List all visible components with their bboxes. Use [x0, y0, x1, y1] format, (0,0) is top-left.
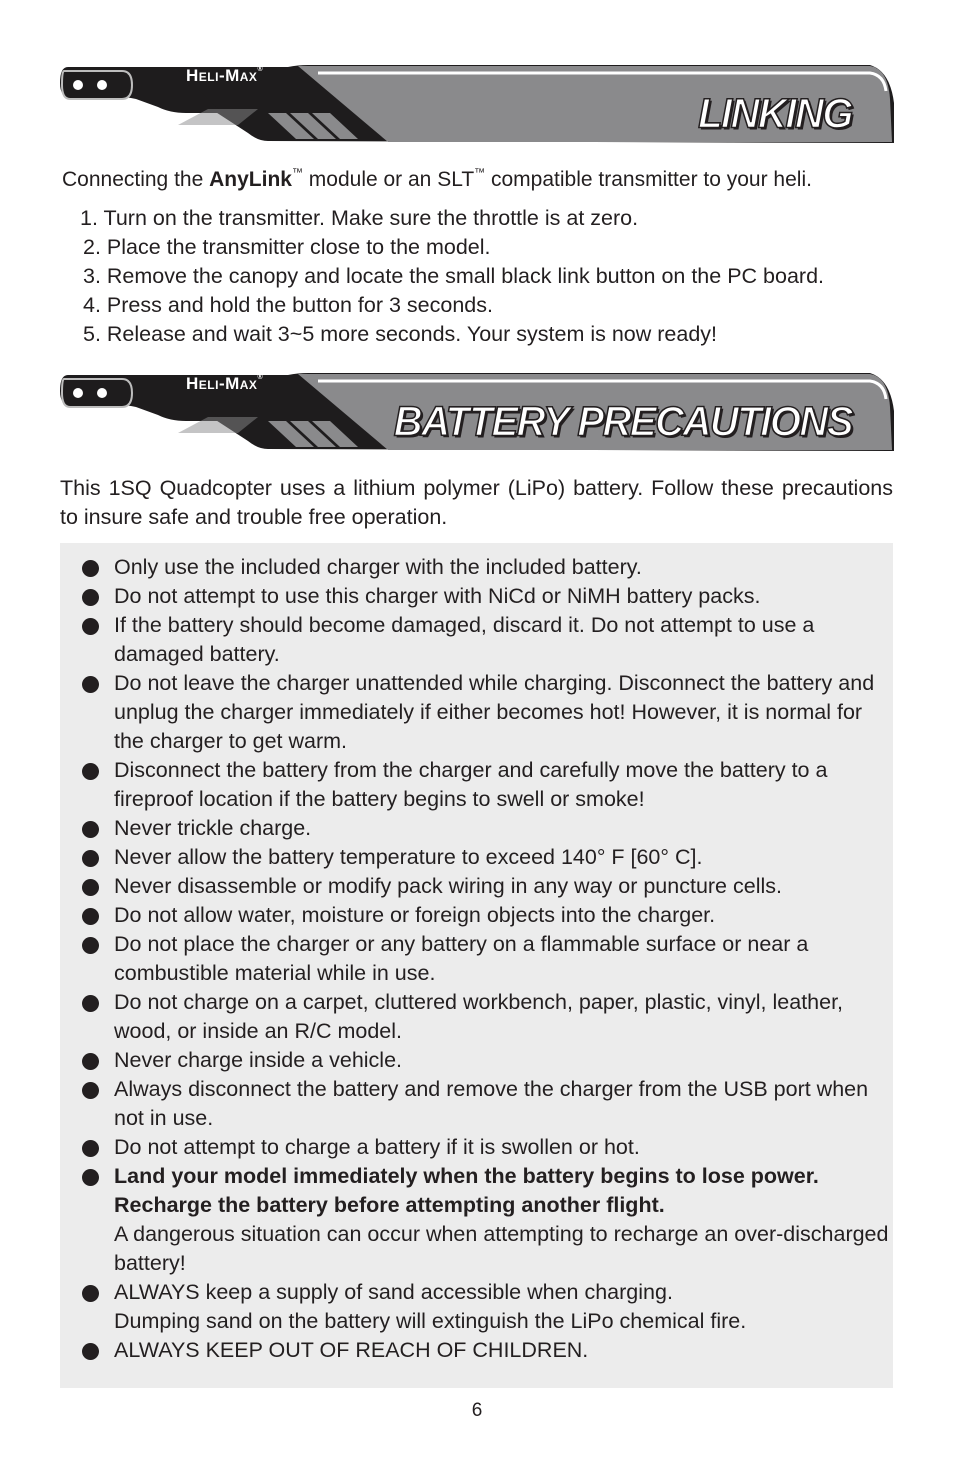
bullet-icon [82, 1285, 99, 1302]
bullet-icon [82, 1053, 99, 1070]
heli-max-logo: Heli-Max® [186, 374, 264, 393]
section-title-linking: LINKING [698, 90, 852, 138]
step-item: 2. Place the transmitter close to the model. [83, 235, 491, 259]
list-item: Only use the included charger with the included battery. [80, 553, 890, 582]
bullet-icon [82, 1082, 99, 1099]
heli-max-logo: Heli-Max® [186, 66, 264, 85]
section-title-battery: BATTERY PRECAUTIONS [393, 398, 852, 446]
list-item: Never disassemble or modify pack wiring in any way or puncture cells. [80, 872, 890, 901]
linking-banner [58, 63, 894, 145]
bullet-icon [82, 879, 99, 896]
list-item [80, 1162, 890, 1278]
precautions-list [80, 553, 890, 1365]
bullet-icon [82, 589, 99, 606]
step-item: 5. Release and wait 3~5 more seconds. Your system is now ready! [83, 322, 717, 346]
bullet-icon [82, 821, 99, 838]
list-item: Never allow the battery temperature to exceed 140° F [60° C]. [80, 843, 890, 872]
list-item: Never charge inside a vehicle. [80, 1046, 890, 1075]
step-item: 1. Turn on the transmitter. Make sure the throttle is at zero. [80, 206, 639, 230]
bullet-icon [82, 763, 99, 780]
bullet-icon [82, 676, 99, 693]
bullet-icon [82, 1169, 99, 1186]
list-item: Disconnect the battery from the charger and carefully move the battery to a fireproof location if the battery begins to swell or smoke! [80, 756, 890, 814]
list-item: If the battery should become damaged, discard it. Do not attempt to use a damaged battery. [80, 611, 890, 669]
list-item: ALWAYS keep a supply of sand accessible when charging. Dumping sand on the battery will extinguish the LiPo chemical fire. [80, 1278, 890, 1336]
battery-banner [58, 371, 894, 453]
bullet-icon [82, 1343, 99, 1360]
bullet-icon [82, 560, 99, 577]
list-item: Do not attempt to use this charger with NiCd or NiMH battery packs. [80, 582, 890, 611]
list-item: ALWAYS KEEP OUT OF REACH OF CHILDREN. [80, 1336, 890, 1365]
list-item: Do not allow water, moisture or foreign objects into the charger. [80, 901, 890, 930]
bullet-icon [82, 995, 99, 1012]
bullet-icon [82, 618, 99, 635]
list-item: Do not leave the charger unattended while charging. Disconnect the battery and unplug the charger immediately if either becomes hot! However, it is normal for the charger to get warm. [80, 669, 890, 756]
bullet-icon [82, 908, 99, 925]
linking-intro: Connecting the AnyLink™ module or an SLT™ compatible transmitter to your heli. [62, 167, 812, 191]
list-item: Never trickle charge. [80, 814, 890, 843]
list-item: Do not attempt to charge a battery if it is swollen or hot. [80, 1133, 890, 1162]
list-item: Always disconnect the battery and remove the charger from the USB port when not in use. [80, 1075, 890, 1133]
step-item: 4. Press and hold the button for 3 seconds. [83, 293, 493, 317]
bullet-icon [82, 937, 99, 954]
list-item: Do not charge on a carpet, cluttered workbench, paper, plastic, vinyl, leather, wood, or inside an R/C model. [80, 988, 890, 1046]
land-warning-bold: Land your model immediately when the battery begins to lose power. Recharge the battery before attempting another flight. [114, 1164, 819, 1217]
bullet-icon [82, 850, 99, 867]
bullet-icon [82, 1140, 99, 1157]
list-item: Do not place the charger or any battery on a flammable surface or near a combustible material while in use. [80, 930, 890, 988]
page-number: 6 [471, 1400, 483, 1421]
battery-intro: This 1SQ Quadcopter uses a lithium polymer (LiPo) battery. Follow these precautions to insure safe and trouble free operation. [60, 476, 893, 529]
step-item: 3. Remove the canopy and locate the small black link button on the PC board. [83, 264, 824, 288]
linking-steps [80, 204, 910, 349]
land-warning-rest: A dangerous situation can occur when attempting to recharge an over-discharged battery! [114, 1222, 889, 1275]
